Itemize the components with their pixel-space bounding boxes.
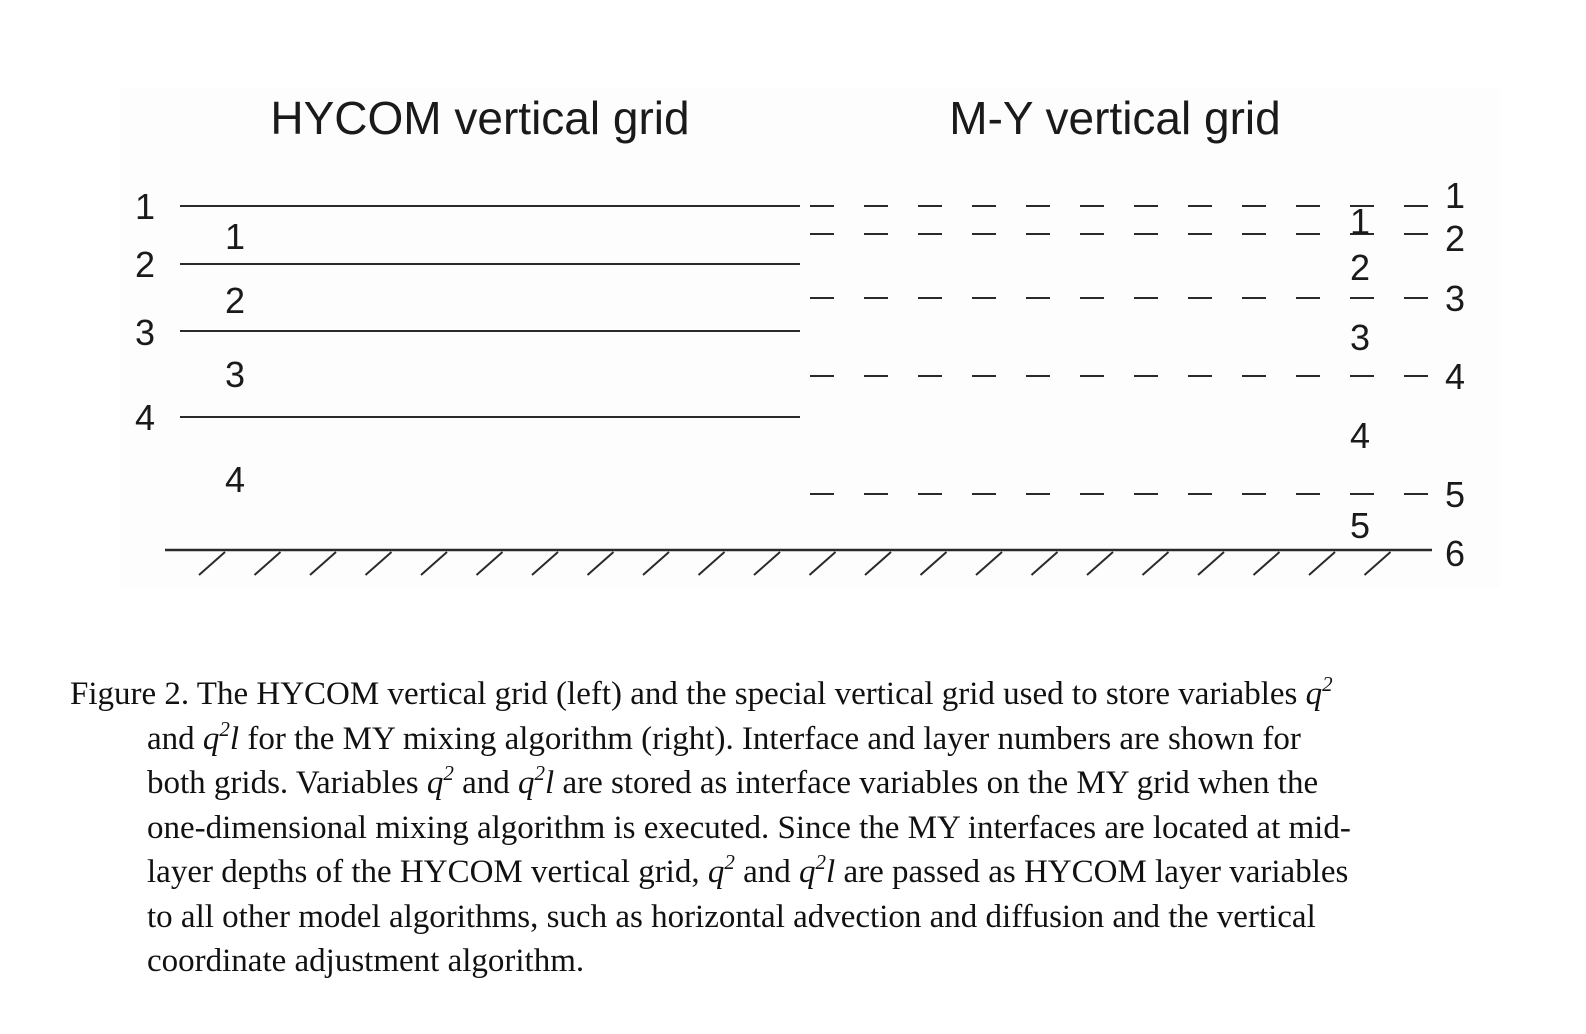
my-layer-label-1: 1 — [1349, 201, 1371, 242]
hatch-mark — [699, 552, 725, 575]
hatch-mark — [477, 552, 503, 575]
hycom-interface-label-2: 2 — [134, 244, 156, 285]
hatch-mark — [199, 552, 225, 575]
hatch-mark — [366, 552, 392, 575]
hatch-mark — [310, 552, 336, 575]
caption-line-7: coordinate adjustment algorithm. — [147, 943, 585, 979]
hycom-layer-label-1: 1 — [224, 216, 246, 257]
hycom-interface-label-1: 1 — [134, 186, 156, 227]
hatch-mark — [810, 552, 836, 575]
my-layer-label-5: 5 — [1349, 505, 1371, 546]
hycom-layer-label-3: 3 — [224, 354, 246, 395]
hatch-mark — [421, 552, 447, 575]
my-layer-label-3: 3 — [1349, 317, 1371, 358]
hatch-mark — [532, 552, 558, 575]
my-grid-title: M-Y vertical grid — [949, 92, 1281, 144]
hatch-mark — [255, 552, 281, 575]
hycom-layer-label-2: 2 — [224, 280, 246, 321]
my-interface-label-5: 5 — [1444, 474, 1466, 515]
my-interface-label-6: 6 — [1444, 533, 1466, 574]
var-q-squared-l: $q^2l$ — [799, 850, 836, 890]
hatch-mark — [1143, 552, 1169, 575]
hatch-mark — [754, 552, 780, 575]
var-q-squared-l: $q^2l$ — [202, 716, 240, 757]
bottom-hatching — [199, 552, 1391, 575]
caption-line-3: both grids. Variables $q^2$ and $q^2l$ are stored as interface variables on the MY grid when the — [147, 761, 1319, 801]
caption-line-1: Figure 2. The HYCOM vertical grid (left) and the special vertical grid used to store variables $q^2$ — [70, 672, 1333, 712]
hycom-grid-title: HYCOM vertical grid — [270, 92, 690, 144]
var-q-squared-l: $q^2l$ — [518, 761, 555, 801]
my-layer-label-2: 2 — [1349, 247, 1371, 288]
hatch-mark — [643, 552, 669, 575]
caption-line-4: one-dimensional mixing algorithm is executed. Since the MY interfaces are located at mid- — [147, 809, 1351, 846]
hatch-mark — [1032, 552, 1058, 575]
my-interface-label-4: 4 — [1444, 356, 1466, 397]
caption-line-2: and $q^2l$ for the MY mixing algorithm (right). Interface and layer numbers are shown for — [147, 716, 1301, 757]
hatch-mark — [1198, 552, 1224, 575]
hatch-mark — [1365, 552, 1391, 575]
hatch-mark — [976, 552, 1002, 575]
var-q-squared: $q^2$ — [426, 761, 454, 801]
var-q-squared: $q^2$ — [707, 850, 735, 890]
caption-line-6: to all other model algorithms, such as horizontal advection and diffusion and the vertical — [147, 898, 1316, 935]
hatch-mark — [1254, 552, 1280, 575]
my-interface-label-2: 2 — [1444, 218, 1466, 259]
caption-line-5: layer depths of the HYCOM vertical grid, $q^2$ and $q^2l$ are passed as HYCOM layer variables — [147, 850, 1349, 890]
hatch-mark — [921, 552, 947, 575]
my-interface-label-1: 1 — [1444, 175, 1466, 216]
hycom-interface-lines — [180, 206, 800, 417]
var-q-squared: $q^2$ — [1305, 672, 1333, 712]
hatch-mark — [1087, 552, 1113, 575]
my-layer-label-4: 4 — [1349, 415, 1371, 456]
my-interface-lines — [810, 206, 1430, 494]
hatch-mark — [1309, 552, 1335, 575]
hatch-mark — [865, 552, 891, 575]
figure-caption — [70, 672, 1550, 984]
hycom-interface-label-3: 3 — [134, 312, 156, 353]
hycom-interface-label-4: 4 — [134, 397, 156, 438]
my-interface-label-3: 3 — [1444, 278, 1466, 319]
hycom-layer-label-4: 4 — [224, 459, 246, 500]
hatch-mark — [588, 552, 614, 575]
